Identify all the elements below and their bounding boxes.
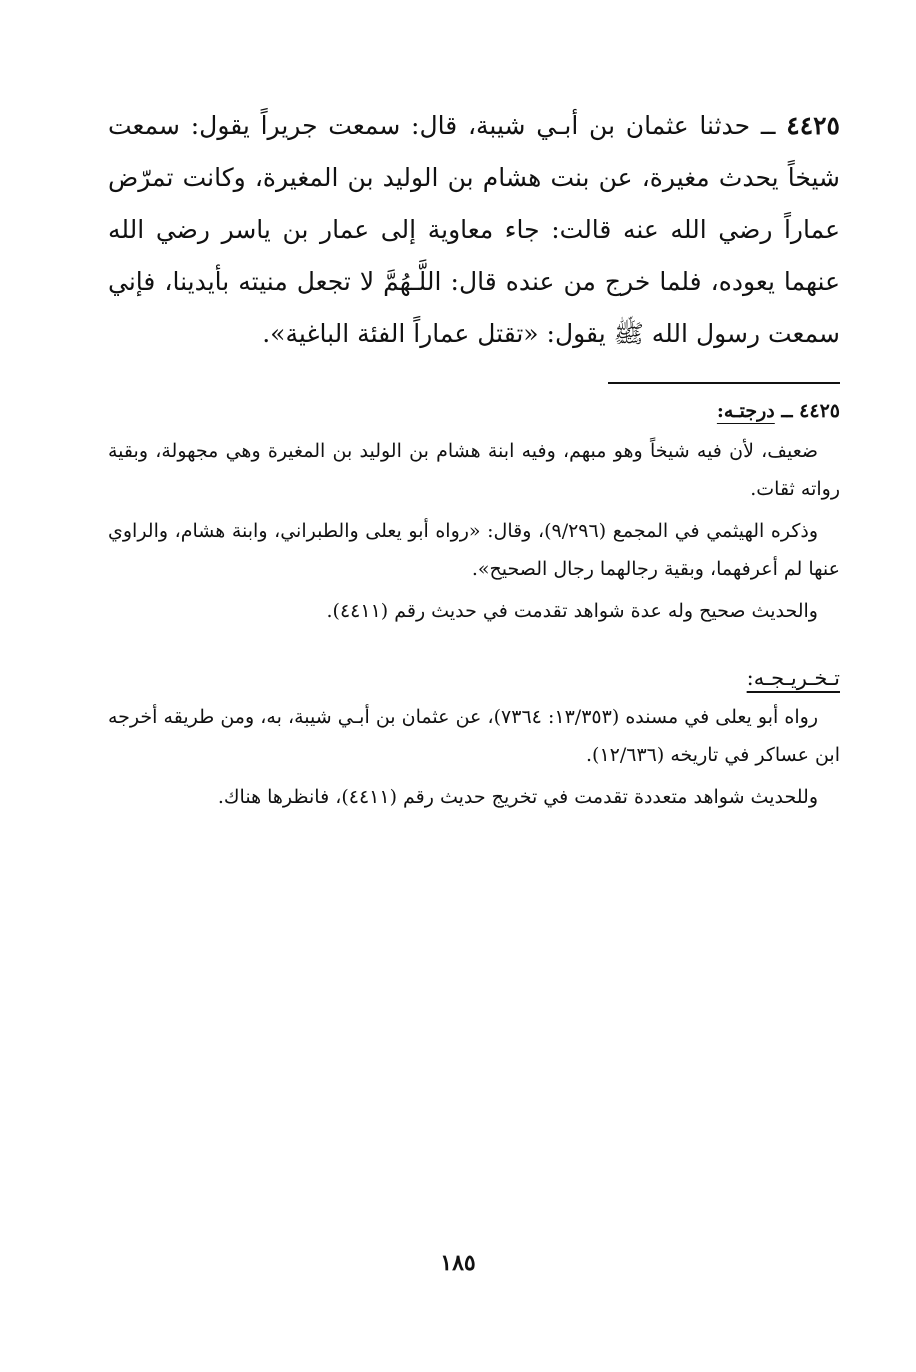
- hadith-text: حدثنا عثمان بن أبـي شيبة، قال: سمعت جريراً يقول: سمعت شيخاً يحدث مغيرة، عن بنت هشام بن الوليد بن المغيرة، وكانت تمرّض عماراً رضي الله عنه قالت: جاء معاوية إلى عمار بن ياسر رضي الله عنهما يعوده، فلما خرج من عنده قال: اللَّـهُمَّ لا تجعل منيته بأيدينا، فإني سمعت رسول الله ﷺ يقول: «تقتل عماراً الفئة الباغية».: [108, 111, 840, 348]
- footnote-divider: [608, 382, 840, 384]
- hadith-dash: ــ: [760, 111, 776, 140]
- grading-paragraph-3: والحديث صحيح وله عدة شواهد تقدمت في حديث رقم (٤٤١١).: [326, 600, 818, 622]
- grading-dash: ــ: [781, 400, 793, 422]
- grading-title: درجتـه:: [716, 400, 775, 422]
- takhrij-paragraph-1: رواه أبو يعلى في مسنده (١٣/٣٥٣: ٧٣٦٤)، عن عثمان بن أبـي شيبة، به، ومن طريقه أخرجه ابن عساكر في تاريخه (١٢/٦٣٦).: [108, 706, 840, 766]
- page-number: ١٨٥: [440, 1250, 476, 1276]
- hadith-paragraph: [108, 100, 840, 360]
- hadith-number: ٤٤٢٥: [786, 111, 840, 140]
- grading-paragraph-2: وذكره الهيثمي في المجمع (٩/٢٩٦)، وقال: «رواه أبو يعلى والطبراني، وابنة هشام، والراوي عنها لم أعرفهما، وبقية رجالهما رجال الصحيح».: [108, 520, 840, 580]
- takhrij-title: تـخـريـجـه:: [746, 666, 840, 690]
- takhrij-heading: [108, 658, 840, 698]
- takhrij-paragraph-2: وللحديث شواهد متعددة تقدمت في تخريج حديث رقم (٤٤١١)، فانظرها هناك.: [217, 786, 818, 808]
- grading-number: ٤٤٢٥: [799, 400, 840, 422]
- grading-paragraph-1: ضعيف، لأن فيه شيخاً وهو مبهم، وفيه ابنة هشام بن الوليد بن المغيرة وهي مجهولة، وبقية رواته ثقات.: [108, 440, 840, 500]
- grading-heading: [108, 390, 840, 432]
- page-body: [108, 100, 840, 816]
